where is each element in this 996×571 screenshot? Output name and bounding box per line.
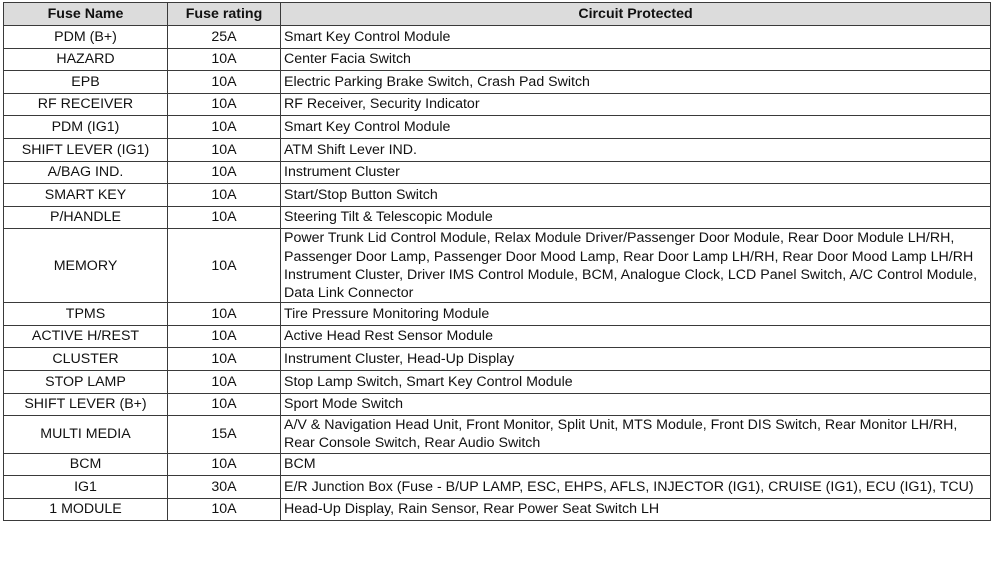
fuse-rating-cell: 10A [168, 325, 281, 348]
fuse-rating-cell: 10A [168, 498, 281, 521]
table-row [4, 184, 991, 207]
circuit-protected-cell: Sport Mode Switch [281, 393, 991, 416]
table-row [4, 48, 991, 71]
fuse-rating-cell: 10A [168, 138, 281, 161]
circuit-protected-cell: E/R Junction Box (Fuse - B/UP LAMP, ESC, EHPS, AFLS, INJECTOR (IG1), CRUISE (IG1), ECU (IG1), TCU) [281, 476, 991, 499]
fuse-name-cell: ACTIVE H/REST [4, 325, 168, 348]
table-row [4, 393, 991, 416]
table-row [4, 416, 991, 453]
table-row [4, 370, 991, 393]
header-circuit-protected: Circuit Protected [281, 3, 991, 26]
header-row [4, 3, 991, 26]
fuse-name-cell: STOP LAMP [4, 370, 168, 393]
table-row [4, 116, 991, 139]
fuse-rating-cell: 10A [168, 184, 281, 207]
fuse-name-cell: 1 MODULE [4, 498, 168, 521]
circuit-protected-cell: A/V & Navigation Head Unit, Front Monitor, Split Unit, MTS Module, Front DIS Switch, Rear Monitor LH/RH, Rear Console Switch, Rear Audio Switch [281, 416, 991, 453]
circuit-protected-cell: Smart Key Control Module [281, 26, 991, 49]
circuit-protected-cell: Power Trunk Lid Control Module, Relax Module Driver/Passenger Door Module, Rear Door Module LH/RH, Passenger Door Lamp, Passenger Door Mood Lamp, Rear Door Lamp LH/RH, Rear Door Mood Lamp LH/RH Instrument Cluster, Driver IMS Control Module, BCM, Analogue Clock, LCD Panel Switch, A/C Control Module, Data Link Connector [281, 229, 991, 303]
fuse-rating-cell: 30A [168, 476, 281, 499]
table-row [4, 229, 991, 303]
circuit-protected-cell: Center Facia Switch [281, 48, 991, 71]
table-row [4, 476, 991, 499]
fuse-rating-cell: 10A [168, 206, 281, 229]
circuit-protected-cell: ATM Shift Lever IND. [281, 138, 991, 161]
fuse-rating-cell: 10A [168, 393, 281, 416]
circuit-protected-cell: Start/Stop Button Switch [281, 184, 991, 207]
fuse-rating-cell: 10A [168, 116, 281, 139]
fuse-rating-cell: 10A [168, 370, 281, 393]
circuit-protected-cell: Tire Pressure Monitoring Module [281, 303, 991, 326]
fuse-name-cell: P/HANDLE [4, 206, 168, 229]
fuse-name-cell: A/BAG IND. [4, 161, 168, 184]
header-fuse-rating: Fuse rating [168, 3, 281, 26]
circuit-protected-cell: RF Receiver, Security Indicator [281, 93, 991, 116]
fuse-name-cell: CLUSTER [4, 348, 168, 371]
fuse-name-cell: HAZARD [4, 48, 168, 71]
fuse-name-cell: RF RECEIVER [4, 93, 168, 116]
fuse-rating-cell: 10A [168, 93, 281, 116]
fuse-name-cell: IG1 [4, 476, 168, 499]
fuse-name-cell: PDM (B+) [4, 26, 168, 49]
table-row [4, 453, 991, 476]
table-row [4, 71, 991, 94]
fuse-rating-cell: 10A [168, 348, 281, 371]
table-row [4, 93, 991, 116]
fuse-name-cell: PDM (IG1) [4, 116, 168, 139]
circuit-protected-cell: Smart Key Control Module [281, 116, 991, 139]
circuit-protected-cell: Stop Lamp Switch, Smart Key Control Module [281, 370, 991, 393]
fuse-name-cell: MEMORY [4, 229, 168, 303]
circuit-protected-cell: Head-Up Display, Rain Sensor, Rear Power Seat Switch LH [281, 498, 991, 521]
table-row [4, 303, 991, 326]
header-fuse-name: Fuse Name [4, 3, 168, 26]
table-row [4, 26, 991, 49]
fuse-rating-cell: 10A [168, 48, 281, 71]
table-row [4, 206, 991, 229]
fuse-name-cell: MULTI MEDIA [4, 416, 168, 453]
fuse-rating-cell: 10A [168, 161, 281, 184]
fuse-rating-cell: 10A [168, 71, 281, 94]
fuse-rating-cell: 10A [168, 453, 281, 476]
fuse-rating-cell: 10A [168, 303, 281, 326]
circuit-protected-cell: Active Head Rest Sensor Module [281, 325, 991, 348]
circuit-protected-cell: Electric Parking Brake Switch, Crash Pad Switch [281, 71, 991, 94]
table-row [4, 348, 991, 371]
table-row [4, 138, 991, 161]
fuse-name-cell: SHIFT LEVER (B+) [4, 393, 168, 416]
fuse-name-cell: BCM [4, 453, 168, 476]
fuse-table-body [4, 26, 991, 521]
fuse-rating-cell: 25A [168, 26, 281, 49]
fuse-name-cell: SHIFT LEVER (IG1) [4, 138, 168, 161]
circuit-protected-cell: Steering Tilt & Telescopic Module [281, 206, 991, 229]
table-row [4, 325, 991, 348]
fuse-name-cell: EPB [4, 71, 168, 94]
fuse-rating-cell: 15A [168, 416, 281, 453]
table-row [4, 498, 991, 521]
fuse-name-cell: SMART KEY [4, 184, 168, 207]
circuit-protected-cell: Instrument Cluster [281, 161, 991, 184]
fuse-name-cell: TPMS [4, 303, 168, 326]
fuse-table [3, 2, 991, 521]
fuse-rating-cell: 10A [168, 229, 281, 303]
table-row [4, 161, 991, 184]
circuit-protected-cell: Instrument Cluster, Head-Up Display [281, 348, 991, 371]
circuit-protected-cell: BCM [281, 453, 991, 476]
